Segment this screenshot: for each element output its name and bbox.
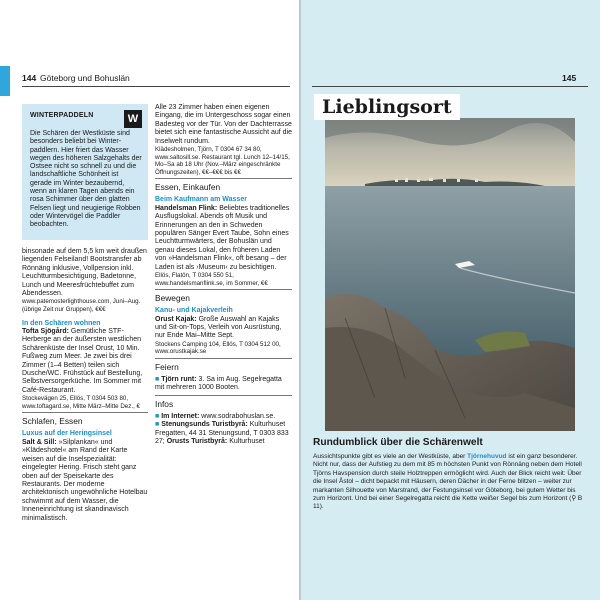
section-bewegen: Bewegen [155,289,292,304]
left-column-1 [22,248,148,523]
kajak-entry [155,316,292,341]
gutter [299,0,301,600]
info-text: Kulturhuset [229,438,265,446]
box-text: Die Schären der Westküste sind besonders beliebt bei Winter-paddlern. Hier friert das Wasser wegen des höheren Salzgehalts der Ostsee nicht so schnell zu und die landschaftliche Schönheit ist gerade im Winter bezaubernd, wenn an klaren Tagen abends ein rosa Schimmer über den glatten Felsen liegt und neugierige Robben oder Wintervögel die Paddler beobachten. [30,130,142,229]
tofta-text: Gemütliche STF-Herberge an der äußersten westlichen Schärenküste der Insel Orust, 10 Min. Fußweg zum Meer. Je zwei bis drei Zimmer (1–4 Betten) teilen sich Dusche/WC. Frühstück auf Bestellung, Selbstversorgerküche. Im Sommer mit Café-Restaurant. [22,328,143,394]
caption-highlight: Tjörnehuvud [467,453,507,460]
info-entry [155,421,292,446]
left-column-2 [155,104,292,447]
tofta-info: Stockevägen 25, Ellös, T 0304 503 80, www.toftagard.se, Mitte März–Mitte Dez., € [22,395,140,410]
section-essen-einkaufen: Essen, Einkaufen [155,178,292,193]
winterpaddeln-box [22,104,148,240]
tofta-entry [22,328,148,395]
right-header-rule [312,86,588,87]
section-infos: Infos [155,395,292,410]
salt-sill-entry [22,439,148,523]
caption-ref: B 11 [313,495,583,511]
bullet-icon: ■ [155,421,160,429]
left-header-rule [22,86,290,87]
flink-entry [155,205,292,272]
bullet-icon: ■ [155,412,160,420]
caption-title: Rundumblick über die Schärenwelt [313,437,483,448]
column-2-intro-info: Klädesholmen, Tjörn, T 0304 67 34 80, www.saltosill.se. Restaurant tgl. Lunch 12–14/15, Mo–Sa ab 18 Uhr (Nov.–März eingeschränkte Öffnungszeiten), €€–€€€ bis €€ [155,146,290,176]
caption-post: ist ein ganz besonderer. Nicht nur, dass der Aufstieg zu dem mit 85 m höchsten Punkt von Rönnäng neben dem Hotell Tjörns Havspension durch steile Holztreppen ermöglicht wird. Auch der Blick reicht weit: Über die Insel Åstol – dicht bepackt mit Häusern, deren Dächer in der Ferne blitzen – weiter zur markanten Silhouette von Marstrand, der Festungsinsel vor Göteborg, bei gutem Wetter bis zum Horizont. Und bei einer Segelregatta reicht die Kette weißer Segel bis zum Horizont ( [313,453,582,503]
feiern-name: Tjörn runt: [161,376,197,384]
kajak-name: Orust Kajak: [155,315,197,323]
caption-pre: Aussichtspunkte gibt es viele an der Westküste, aber [313,453,468,460]
kajak-text: Große Auswahl an Kajaks und Sit-on-Tops, Verleih von Ausrüstung, nur Ende Mai–Mitte Sept. [155,315,282,340]
section-schlafen-essen: Schlafen, Essen [22,412,148,427]
info-name: Im Internet: [161,412,200,420]
lieblingsort-heading: Lieblingsort [314,94,460,120]
subheading-kajak: Kanu- und Kajakverleih [155,307,233,315]
caption-end: ). [319,503,324,511]
column-2-intro: Alle 23 Zimmer haben einen eigenen Eingang, die im Untergeschoss sogar einen Badesteg vor der Tür. Von der Dachterrasse bietet sich eine fantastische Aussicht auf die Inselwelt rundum. [155,104,292,145]
bullet-icon: ■ [155,376,160,384]
salt-sill-name: Salt & Sill: [22,438,57,446]
feiern-text: 3. Sa im Aug. Segelregatta mit mehreren 1000 Booten. [155,376,282,392]
box-title: WINTERPADDELN [30,112,94,119]
flink-info: Ellös, Flatön, T 0304 550 51, www.handelsmanflink.se, im Sommer, €€ [155,272,268,287]
info-name: Orusts Turistbyrå: [166,438,228,446]
salt-sill-text: »Silplankan« und »Klädeshotel« am Rand der Karte weisen auf die Inselspezialität: eingelegter Hering. Frisch steht ganz oben auf der Speisekarte des Restaurants. Der moderne architektonisch ungewöhnliche Hotelbau schwimmt auf dem Wasser, die Inneneinrichtung ist skandinavisch minimalistisch. [22,438,148,522]
running-head: Göteborg und Bohuslän [40,73,130,83]
subheading-schaeren-wohnen: In den Schären wohnen [22,319,101,327]
feiern-entry [155,376,292,393]
coastline-photo [325,118,575,431]
column-1-intro: binsonade auf dem 5,5 km weit draußen liegenden Felseiland! Bootstransfer ab Rönnäng inklusive, Vollpension inkl. Leuchtturmbesichtigung, Badetonne, Lunch und Meeresfrüchtebuffet zum Abendessen. [22,248,147,298]
flink-text: Beliebtes traditionelles Ausflugslokal. Abends oft Musik und Erinnerungen an den in Schweden populären Sänger Evert Taube, Sohn eines Leuchtturmwärters, der Bohuslän und genau dieses Lokal, den früheren Laden von »Handelsman Flink«, oft besang – der Laden ist als ›Museum‹ zu besichtigen. [155,204,290,271]
info-name: Stenungsunds Turistbyrå: [161,421,248,429]
flink-name: Handelsman Flink: [155,204,218,212]
chapter-tab [0,66,10,96]
kajak-info: Stockens Camping 104, Ellös, T 0304 512 00, www.orustkajak.se [155,340,281,356]
subheading-heringsinsel: Luxus auf der Heringsinsel [22,430,112,438]
info-text: Kulturhuset Fregatten, 44 31 Stenungsund, T 0303 833 27; [155,421,289,446]
caption-text [313,453,585,512]
subheading-kaufmann: Beim Kaufmann am Wasser [155,196,247,204]
left-page-number: 144 [22,73,37,83]
column-1-intro-info: www.patemosterlighthouse.com, Juni–Aug. (übrige Zeit nur Gruppen), €€€ [22,298,141,314]
section-feiern: Feiern [155,358,292,373]
box-badge-icon: W [124,110,142,128]
info-text: www.sodrabohuslan.se. [201,412,276,420]
tofta-name: Tofta Sjögård: [22,328,69,336]
right-page-number: 145 [562,73,577,83]
map-pin-icon: ⚲ [571,495,578,503]
